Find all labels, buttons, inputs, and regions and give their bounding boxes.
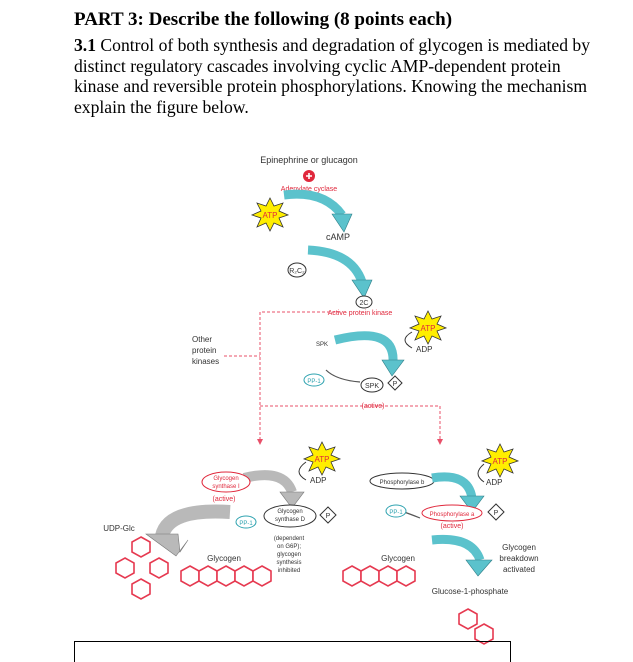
udp-glc-hexagons (116, 537, 168, 599)
active-protein-kinase-label: Active protein kinase (327, 310, 393, 317)
question-number: 3.1 (74, 35, 96, 55)
svg-text:SPK: SPK (364, 383, 380, 390)
breakdown-label-2: breakdown (499, 554, 539, 563)
phosphorylase-a (422, 504, 504, 521)
teal-arrow-5 (432, 539, 480, 560)
atp-adp-loop-1 (405, 332, 412, 348)
svg-text:PP-1: PP-1 (307, 379, 321, 385)
spk-p-complex (361, 376, 402, 392)
glycogen-synthase-d (264, 505, 336, 527)
atp-star-3 (304, 442, 340, 475)
dashed-line-left (260, 312, 340, 442)
active-label-3: (active) (440, 523, 464, 530)
atp-label-4: ATP (492, 457, 508, 466)
active-label-1: (active) (361, 403, 385, 410)
svg-text:R₂C₂: R₂C₂ (289, 268, 305, 275)
gs-d-note-4: synthesis (276, 560, 302, 566)
glycogen-synthase-i (202, 472, 250, 492)
glycogen-label-right: Glycogen (381, 554, 415, 563)
adenylate-cyclase-label: Adenylate cyclase (280, 186, 338, 193)
glycogen-chain-right (343, 566, 415, 586)
other-kinases-label-2: protein (192, 346, 217, 355)
teal-arrowhead-3 (382, 360, 404, 376)
teal-arrowhead-2 (352, 280, 372, 298)
dashed-line-bottom (260, 406, 440, 442)
teal-arrow-4 (432, 477, 472, 498)
gray-arrow-udp-glc (162, 512, 230, 537)
atp-star-2 (410, 311, 446, 344)
teal-arrow-1 (284, 194, 342, 215)
udp-glc-label: UDP-Glc (103, 524, 135, 533)
g1p-label: Glucose-1-phosphate (431, 587, 509, 596)
other-kinases-label-1: Other (192, 335, 213, 344)
teal-arrowhead-5 (466, 560, 492, 576)
other-kinases-label-3: kinases (192, 357, 220, 366)
gs-d-note-1: (dependent (273, 536, 305, 542)
pp1-circle-3 (386, 505, 406, 517)
part-heading: PART 3: Describe the following (8 points each) (74, 9, 453, 30)
gray-return-arrow-1 (326, 370, 360, 382)
teal-arrowhead-1 (332, 214, 352, 232)
question-body: Control of both synthesis and degradation of glycogen is mediated by distinct regulatory cascades involving cyclic AMP-dependent protein kinase and reversible protein phosphorylations. Knowing the mechanism explain the figure below. (74, 35, 591, 117)
spk-label: SPK (315, 342, 329, 348)
receptor-icon (303, 170, 315, 182)
camp-label: cAMP (325, 232, 351, 242)
teal-arrow-3 (335, 336, 393, 362)
svg-text:P: P (392, 381, 398, 388)
r2c2-circle (288, 263, 306, 277)
atp-label-3: ATP (314, 455, 330, 464)
svg-text:synthase I: synthase I (212, 484, 240, 490)
glycogen-chain-left (181, 566, 271, 586)
glycogen-label-left: Glycogen (207, 554, 241, 563)
teal-arrow-2 (308, 250, 362, 282)
gs-d-note-2: on G6P); (276, 544, 302, 550)
atp-adp-loop-2 (299, 462, 306, 480)
svg-text:PP-1: PP-1 (239, 521, 253, 527)
adp-label-3: ADP (486, 478, 503, 487)
adp-label-1: ADP (416, 345, 433, 354)
g1p-hexagons (459, 609, 493, 644)
gray-arrowhead-udp-glc (146, 534, 188, 556)
atp-star-4 (482, 444, 518, 477)
gs-d-note-5: inhibited (277, 568, 301, 574)
svg-text:P: P (325, 513, 331, 520)
atp-label-2: ATP (420, 324, 436, 333)
gs-d-note-3: glycogen (276, 552, 302, 558)
pp1-circle-2 (236, 516, 256, 528)
svg-text:Phosphorylase a: Phosphorylase a (429, 512, 475, 518)
svg-text:PP-1: PP-1 (389, 510, 403, 516)
phosphorylase-b (370, 473, 434, 489)
svg-text:synthase D: synthase D (274, 517, 306, 523)
svg-text:2C: 2C (359, 300, 369, 307)
gray-return-arrow-2 (404, 512, 420, 518)
epinephrine-label: Epinephrine or glucagon (260, 155, 358, 165)
2c-circle (356, 296, 372, 308)
svg-text:Phosphorylase b: Phosphorylase b (379, 480, 425, 486)
active-label-2: (active) (212, 496, 236, 503)
svg-text:Glycogen: Glycogen (213, 476, 239, 482)
breakdown-label-3: activated (502, 565, 536, 574)
answer-box[interactable] (74, 641, 511, 662)
adp-label-2: ADP (310, 476, 327, 485)
svg-text:Glycogen: Glycogen (277, 509, 303, 515)
breakdown-label-1: Glycogen (502, 543, 536, 552)
atp-adp-loop-3 (478, 464, 484, 482)
svg-text:P: P (493, 510, 499, 517)
gray-arrow-synthase (244, 475, 292, 492)
pp1-circle-1 (304, 374, 324, 386)
atp-label-1: ATP (262, 211, 278, 220)
atp-star-1 (252, 198, 288, 231)
